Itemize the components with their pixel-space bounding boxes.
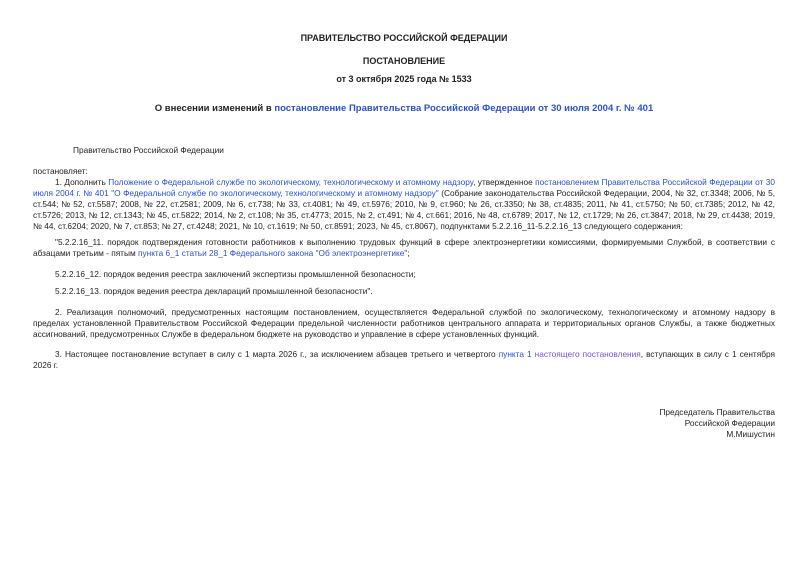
paragraph-2: 2. Реализация полномочий, предусмотренных настоящим постановлением, осуществляется Федеральной службой по экологическому, технологическому и атомному надзору в пределах установленной Правительством Российской Федерации предельной численности работников центрального аппарата и территориальных органов Службы, а также бюджетных ассигнований, предусмотренных Службе в федеральном бюджете на руководство и управление в сфере установленных функций. bbox=[33, 307, 775, 339]
p3-text-2: , вступающих в силу с 1 сентября 2026 г. bbox=[33, 349, 775, 370]
signature-block bbox=[33, 407, 775, 440]
p1-decree-link[interactable]: постановлением Правительства Российской Федерации от 30 июля 2004 г. № 401 "О Федеральной службе по экологическому, технологическому и атомному надзору" bbox=[33, 177, 775, 198]
q11-tail: ; bbox=[407, 248, 410, 258]
p3-text-1: 3. Настоящее постановление вступает в силу с 1 марта 2026 г., за исключением абзацев третьего и четвертого bbox=[55, 349, 499, 359]
signer-title-line2: Российской Федерации bbox=[684, 418, 775, 428]
doc-title bbox=[33, 103, 775, 115]
title-amended-act-link[interactable]: постановление Правительства Российской Федерации от 30 июля 2004 г. № 401 bbox=[274, 103, 654, 114]
paragraph-1 bbox=[33, 177, 775, 232]
p1-regulation-link[interactable]: Положение о Федеральной службе по экологическому, технологическому и атомному надзору bbox=[108, 177, 474, 187]
doc-date-number: от 3 октября 2025 года № 1533 bbox=[336, 74, 472, 84]
p1-text-1: 1. Дополнить bbox=[55, 177, 109, 187]
quote-subpoint-12: 5.2.2.16_12. порядок ведения реестра заключений экспертизы промышленной безопасности; bbox=[55, 269, 416, 279]
quote-subpoint-13: 5.2.2.16_13. порядок ведения реестра деклараций промышленной безопасности". bbox=[55, 286, 373, 296]
q11-law-link[interactable]: пункта 6_1 статьи 28_1 Федерального закона "Об электроэнергетике" bbox=[137, 248, 408, 258]
p3-doc-link[interactable]: настоящего постановления bbox=[534, 349, 641, 359]
p3-point-link[interactable]: пункта 1 bbox=[498, 349, 532, 359]
signer-name: М.Мишустин bbox=[726, 429, 775, 439]
opening-paragraph: Правительство Российской Федерации bbox=[73, 145, 224, 155]
p1-citation-text: (Собрание законодательства Российской Федерации, 2004, № 32, ст.3348; 2006, № 5, ст.544; № 52, ст.5587; 2008, № 22, ст.2581; 2009, № 6, ст.738; № 33, ст.4081; № 49, ст.5976; 2010, № 9, ст.960; № 26, ст.3350; № 38, ст.4835; 2011, № 41, ст.5750; № 50, ст.7385; 2012, № 42, ст.5726; 2013, № 12, ст.1343; № 45, ст.5822; 2014, № 2, ст.108; № 35, ст.4773; 2015, № 2, ст.491; № 4, ст.661; 2016, № 48, ст.6789; 2017, № 12, ст.1729; № 26, ст.3847; 2018, № 29, ст.4438; 2019, № 44, ст.6204; 2020, № 7, ст.853; № 27, ст.4248; 2021, № 10, ст.1619; № 50, ст.8591; 2023, № 45, ст.8067), подпунктами 5.2.2.16_11-5.2.2.16_13 следующего содержания: bbox=[33, 188, 775, 231]
q11-text: "5.2.2.16_11. порядок подтверждения готовности работников к выполнению трудовых функций в сфере электроэнергетики комиссиями, формируемыми Службой, в соответствии с абзацами третьим - пятым bbox=[33, 237, 775, 258]
title-prefix: О внесении изменений в bbox=[154, 103, 275, 114]
org-name: ПРАВИТЕЛЬСТВО РОССИЙСКОЙ ФЕДЕРАЦИИ bbox=[300, 33, 508, 43]
p1-text-2: , утвержденное bbox=[473, 177, 536, 187]
quote-subpoint-11 bbox=[33, 237, 775, 259]
doc-type-heading: ПОСТАНОВЛЕНИЕ bbox=[362, 56, 446, 66]
paragraph-3 bbox=[33, 349, 775, 371]
signer-title-line1: Председатель Правительства bbox=[659, 407, 775, 417]
resolves-line: постановляет: bbox=[33, 166, 88, 176]
